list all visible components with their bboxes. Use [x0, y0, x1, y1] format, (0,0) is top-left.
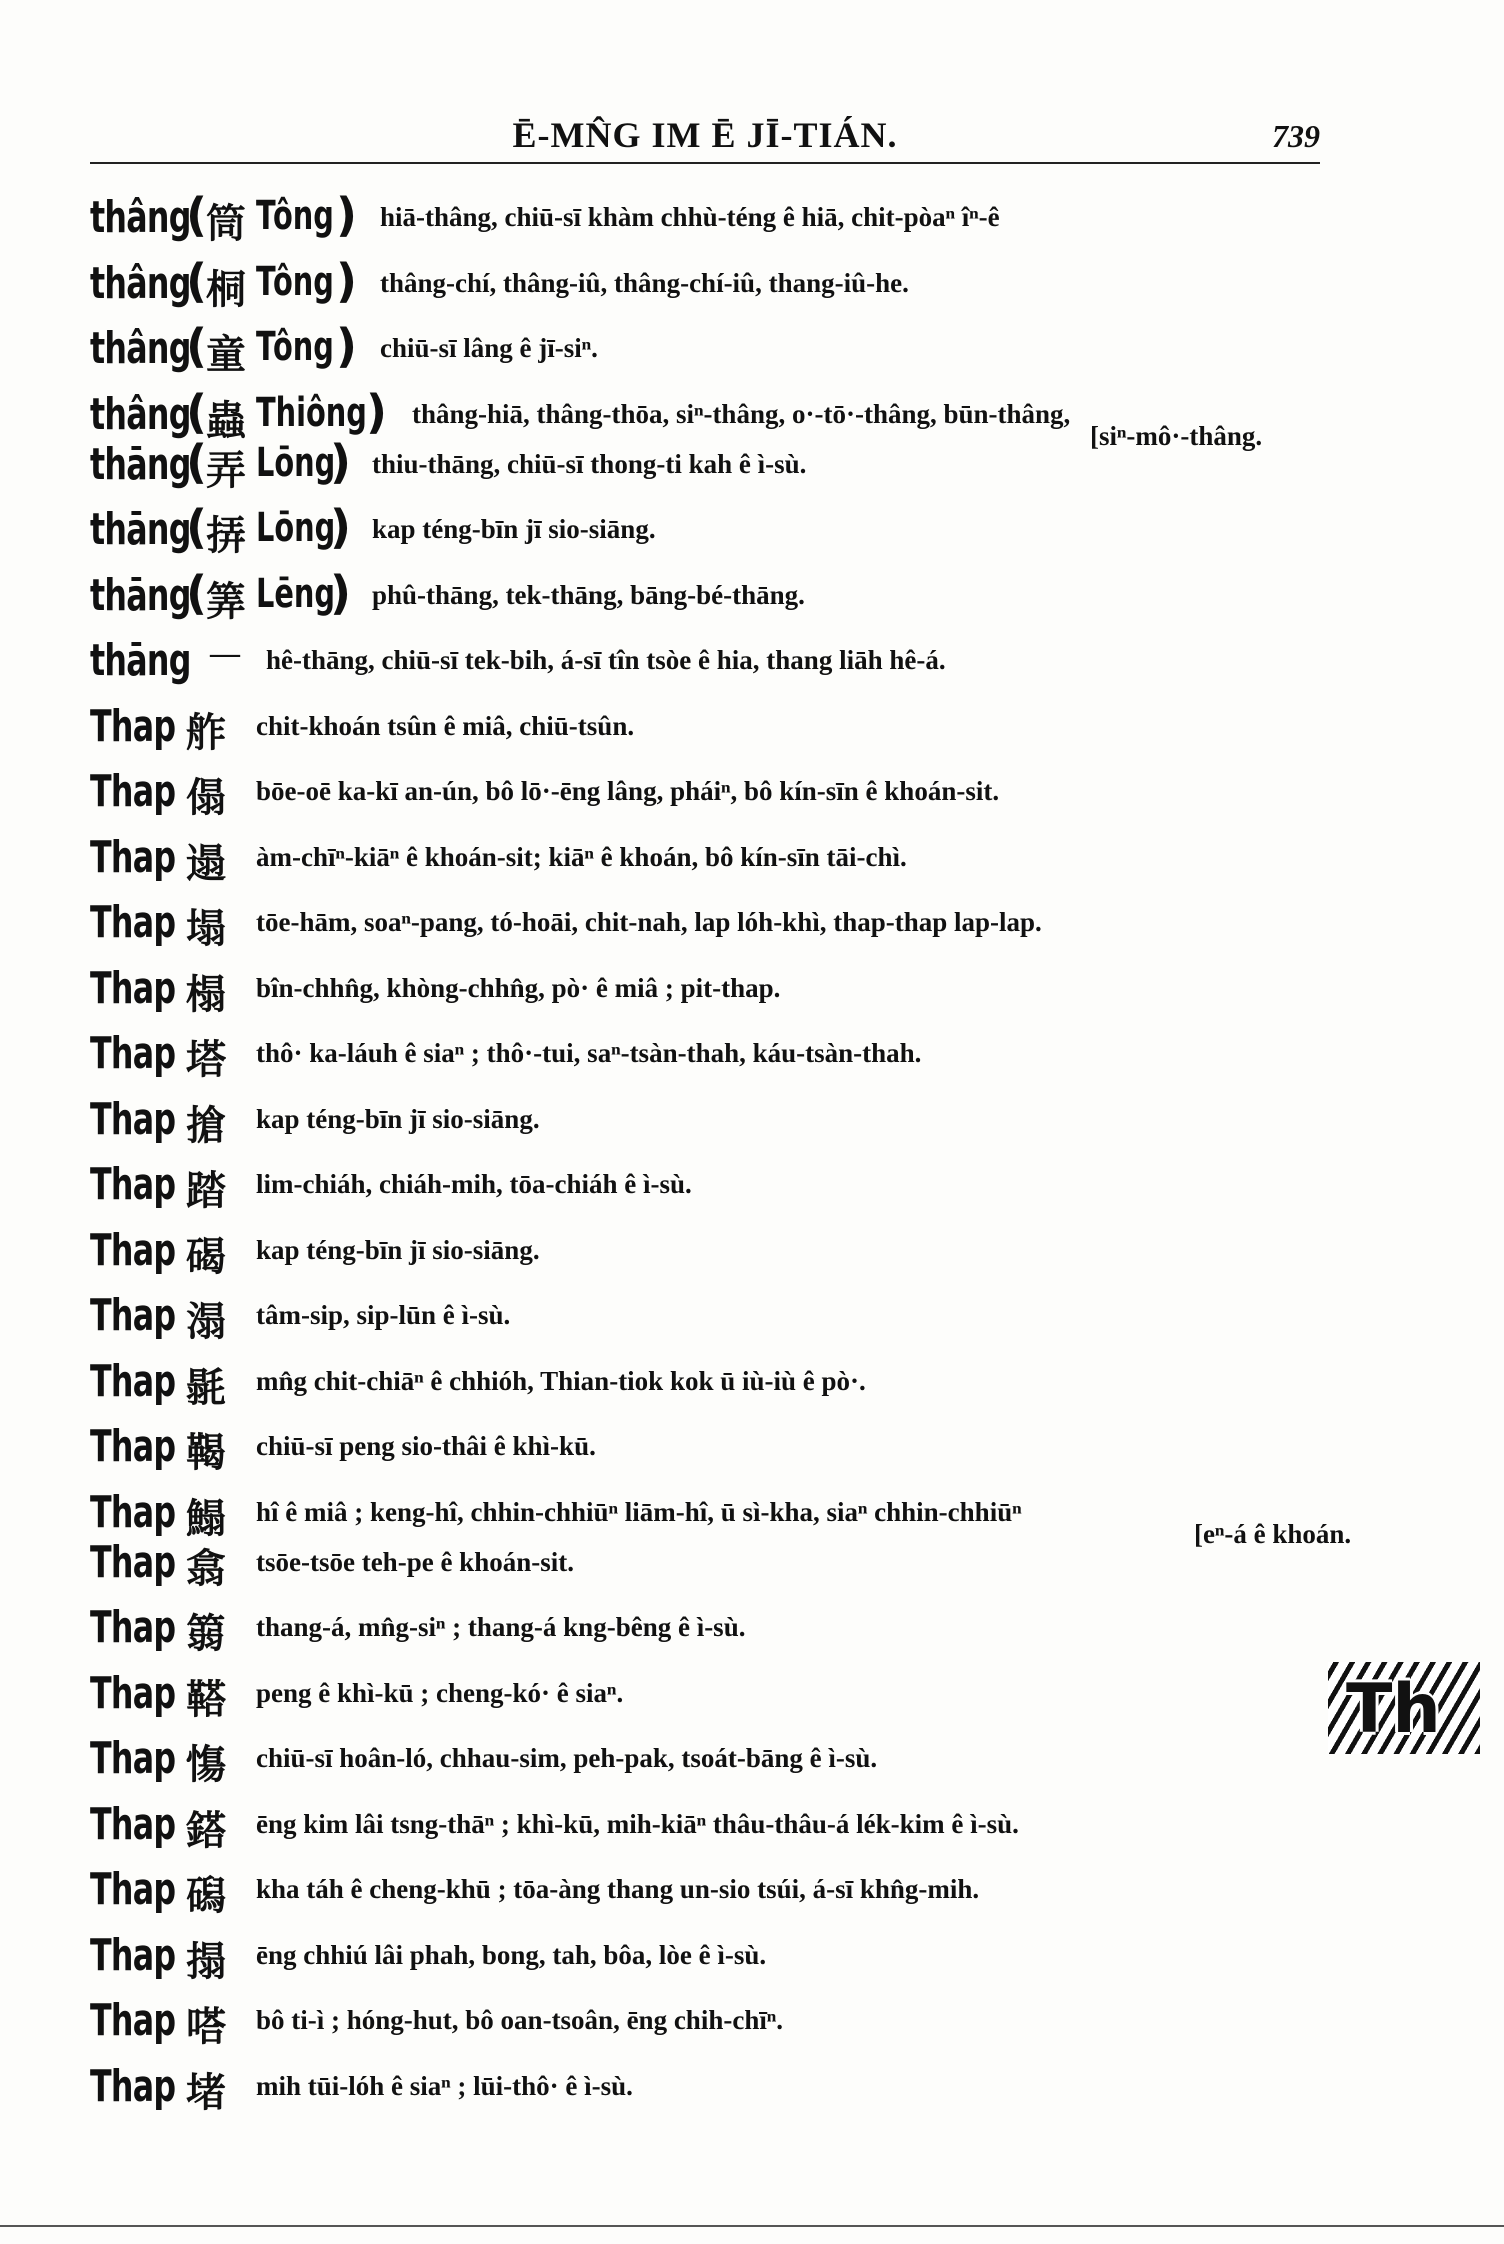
entry-headword: thâng	[90, 323, 191, 374]
entry-definition: tâm-sip, sip-lūn ê ì-sù.	[256, 1300, 511, 1330]
entry-character: 蟲	[206, 397, 246, 444]
entry	[90, 1598, 1340, 1664]
entry-character: 筒	[206, 201, 246, 247]
open-paren: (	[186, 384, 208, 439]
open-paren: (	[186, 188, 208, 242]
entry-definition: kha táh ê cheng-khū ; tōa-àng thang un-sio tsúi, á-sī khn̂g-mih.	[256, 1874, 980, 1904]
entry-character: 毾	[186, 1364, 226, 1411]
close-paren: )	[366, 384, 388, 439]
entry-character: 塌	[186, 906, 226, 952]
entry-character: 榻	[186, 971, 226, 1018]
entry	[90, 1090, 1340, 1156]
open-paren: (	[186, 253, 208, 308]
entry	[90, 1664, 1340, 1730]
entry-definition: kap téng-bīn jī sio-siāng.	[372, 514, 656, 544]
entry-definition: thâng-chí, thâng-iû, thâng-chí-iû, thang-iû-he.	[380, 267, 909, 298]
entry	[90, 1729, 1340, 1795]
entry-character: 慯	[186, 1742, 226, 1788]
entry	[90, 319, 1340, 385]
entry-headword: Thap	[90, 1536, 176, 1588]
entry-headword: thâng	[90, 192, 191, 243]
entry-headword: Thap	[90, 1159, 176, 1210]
entry-headword: thāng	[90, 569, 191, 621]
thumb-index-tab	[1328, 1662, 1480, 1754]
entry-headword: thâng	[90, 257, 191, 309]
close-paren: )	[330, 500, 352, 554]
entry-headword: Thap	[90, 1798, 176, 1850]
entry-headword: Thap	[90, 831, 176, 883]
entry-headword: Thap	[90, 1602, 176, 1653]
open-paren: (	[186, 319, 208, 373]
entry-headword: thâng	[90, 388, 191, 440]
entry-definition: hiā-thâng, chiū-sī khàm chhù-téng ê hiā, chit-pòaⁿ îⁿ-ê	[380, 202, 1000, 232]
entry-character: 鰨	[186, 1495, 226, 1542]
entry-character: 鎝	[186, 1807, 226, 1854]
entry-definition: phû-thāng, tek-thāng, bāng-bé-thāng.	[372, 579, 805, 610]
entry-headword: thāng	[90, 438, 191, 490]
entry	[90, 1991, 1340, 2057]
entry-headword: Thap	[90, 766, 176, 817]
entry-headword: Thap	[90, 2060, 176, 2112]
entry	[90, 828, 1340, 894]
entry-headword: Thap	[90, 1028, 176, 1079]
entry	[90, 1417, 1340, 1483]
entry-definition: tōe-hām, soaⁿ-pang, tó-hoāi, chit-nah, lap lóh-khì, thap-thap lap-lap.	[256, 907, 1042, 937]
entry	[90, 1024, 1340, 1090]
entry-headword: Thap	[90, 962, 176, 1014]
close-paren: )	[336, 319, 358, 373]
entry	[90, 1352, 1340, 1418]
close-paren: )	[330, 565, 352, 620]
entry-character: 搨	[186, 1938, 226, 1985]
entry	[90, 254, 1340, 320]
entry-definition: bîn-chhn̂g, khòng-chhn̂g, pò· ê miâ ; pit-thap.	[256, 972, 781, 1003]
entry-definition: mn̂g chit-chiāⁿ ê chhióh, Thian-tiok kok ū iù-iù ê pò·.	[256, 1365, 866, 1396]
entry-headword: Thap	[90, 1224, 176, 1276]
entry-character: 碣	[186, 1233, 226, 1280]
entry-headword: Thap	[90, 1667, 176, 1719]
entry-headword: Thap	[90, 897, 176, 948]
entry-headword: Thap	[90, 1093, 176, 1145]
running-title: Ē-MN̂G IM Ē JĪ-TIÁN.	[512, 115, 898, 155]
entry	[90, 959, 1340, 1025]
entry-definition: àm-chīⁿ-kiāⁿ ê khoán-sit; kiāⁿ ê khoán, bô kín-sīn tāi-chì.	[256, 841, 907, 872]
entry-definition: chit-khoán tsûn ê miâ, chiū-tsûn.	[256, 710, 635, 741]
entry	[90, 188, 1340, 254]
open-paren: (	[186, 500, 208, 554]
entry	[90, 1926, 1340, 1992]
entry-definition: thâng-hiā, thâng-thōa, siⁿ-thâng, o·-tō·-thâng, būn-thâng,	[412, 398, 1071, 429]
entry-definition: mih tūi-lóh ê siaⁿ ; lūi-thô· ê ì-sù.	[256, 2070, 633, 2101]
open-paren: (	[186, 434, 208, 489]
entry-definition: thang-á, mn̂g-siⁿ ; thang-á kng-bêng ê ì-sù.	[256, 1612, 746, 1642]
entry-definition: bōe-oē ka-kī an-ún, bô lō·-ēng lâng, pháiⁿ, bô kín-sīn ê khoán-sit.	[256, 776, 1000, 806]
entry-headword: Thap	[90, 1929, 176, 1981]
entry	[90, 1155, 1340, 1221]
entry-definition: thiu-thāng, chiū-sī thong-ti kah ê ì-sù.	[372, 448, 807, 479]
entry-character: 舴	[186, 709, 226, 756]
entry-character: 挵	[206, 513, 246, 559]
entry	[90, 566, 1340, 632]
entry	[90, 1286, 1340, 1352]
entry-definition: chiū-sī lâng ê jī-siⁿ.	[380, 333, 598, 363]
entry-character: 弄	[206, 447, 246, 494]
entry-headword: Thap	[90, 1290, 176, 1341]
entry-character: 傝	[186, 775, 226, 821]
entry-reading: Tông	[256, 258, 334, 305]
close-paren: )	[330, 434, 352, 489]
definition-continuation: [eⁿ-á ê khoán.	[1194, 1518, 1352, 1549]
entry-character: 篛	[186, 1611, 226, 1657]
running-header	[90, 112, 1320, 164]
entry-headword: Thap	[90, 1995, 176, 2046]
entry-definition: kap téng-bīn jī sio-siāng.	[256, 1103, 540, 1134]
entry-character: 桐	[206, 266, 246, 313]
entry-headword: thāng	[90, 635, 191, 686]
entry	[90, 1860, 1340, 1926]
entry-definition: ēng kim lâi tsng-thāⁿ ; khì-kū, mih-kiāⁿ thâu-thâu-á lék-kim ê ì-sù.	[256, 1808, 1019, 1839]
entry-definition: tsōe-tsōe teh-pe ê khoán-sit.	[256, 1546, 574, 1577]
entry-dash: —	[210, 637, 240, 670]
entry-reading: Tông	[256, 324, 334, 370]
entry-character: 翕	[186, 1545, 226, 1592]
entry-character: 搶	[186, 1102, 226, 1149]
entry	[90, 1518, 1352, 1599]
entry-reading: Lēng	[256, 570, 336, 617]
entry	[90, 1795, 1340, 1861]
definition-continuation: [siⁿ-mô·-thâng.	[1090, 420, 1263, 451]
entry-definition: kap téng-bīn jī sio-siāng.	[256, 1234, 540, 1265]
thumb-index-label: Th	[1346, 1670, 1441, 1749]
bottom-rule	[0, 2225, 1504, 2227]
open-paren: (	[186, 565, 208, 620]
entry	[90, 420, 1340, 501]
entry-character: 筭	[206, 578, 246, 625]
entry-definition: ēng chhiú lâi phah, bong, tah, bôa, lòe ê ì-sù.	[256, 1939, 767, 1970]
entry-character: 溻	[186, 1299, 226, 1345]
entry-character: 鞨	[186, 1430, 226, 1476]
entry-definition: bô ti-ì ; hóng-hut, bô oan-tsoân, ēng chih-chīⁿ.	[256, 2005, 783, 2035]
entry	[90, 500, 1340, 566]
entry-reading: Lōng	[256, 505, 336, 551]
entry	[90, 893, 1340, 959]
entry-character: 堵	[186, 2069, 226, 2116]
entry	[90, 631, 1340, 697]
entry-definition: chiū-sī peng sio-thâi ê khì-kū.	[256, 1431, 596, 1461]
entry-headword: thāng	[90, 504, 191, 555]
entry	[90, 2057, 1340, 2123]
entry-definition: chiū-sī hoân-ló, chhau-sim, peh-pak, tsoát-bāng ê ì-sù.	[256, 1743, 878, 1773]
entry-reading: Tông	[256, 193, 334, 239]
entry-definition: hî ê miâ ; keng-hî, chhin-chhiūⁿ liām-hî, ū sì-kha, siaⁿ chhin-chhiūⁿ	[256, 1496, 1022, 1527]
close-paren: )	[336, 188, 358, 242]
entry-definition: hê-thāng, chiū-sī tek-bih, á-sī tîn tsòe ê hia, thang liāh hê-á.	[266, 645, 946, 675]
entry-definition: thô· ka-láuh ê siaⁿ ; thô·-tui, saⁿ-tsàn-thah, káu-tsàn-thah.	[256, 1038, 922, 1068]
entry-character: 踏	[186, 1168, 226, 1214]
page-number: 739	[1272, 118, 1320, 154]
entry-character: 童	[206, 332, 246, 378]
entry-headword: Thap	[90, 700, 176, 752]
entry	[90, 762, 1340, 828]
entry-headword: Thap	[90, 1355, 176, 1407]
entry-reading: Lōng	[256, 439, 336, 486]
entry-character: 鞳	[186, 1676, 226, 1723]
entry-reading: Thiông	[256, 389, 367, 436]
entry-character: 嗒	[186, 2004, 226, 2050]
entry-character: 磶	[186, 1873, 226, 1919]
entry-definition: peng ê khì-kū ; cheng-kó· ê siaⁿ.	[256, 1677, 624, 1708]
entry-headword: Thap	[90, 1421, 176, 1472]
entry-headword: Thap	[90, 1486, 176, 1538]
entry-character: 塔	[186, 1037, 226, 1083]
close-paren: )	[336, 253, 358, 308]
entry	[90, 697, 1340, 763]
entry-headword: Thap	[90, 1733, 176, 1784]
dictionary-entries	[90, 188, 1352, 2122]
entry-headword: Thap	[90, 1864, 176, 1915]
entry	[90, 1221, 1340, 1287]
entry-character: 遢	[186, 840, 226, 887]
entry-definition: lim-chiáh, chiáh-mih, tōa-chiáh ê ì-sù.	[256, 1169, 692, 1199]
